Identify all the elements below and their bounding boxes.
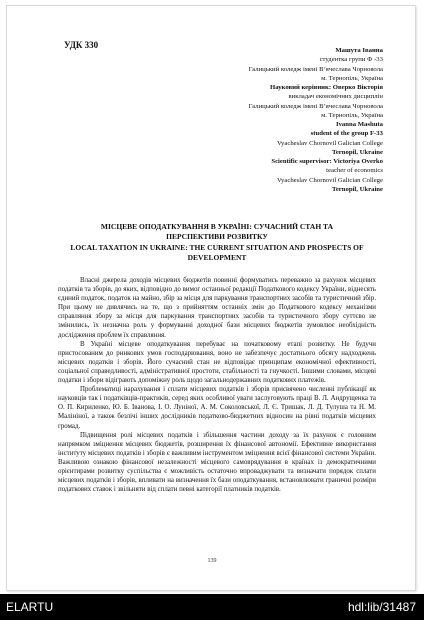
- author-group-en: student of the group F-33: [310, 130, 383, 138]
- title-en-line-2: DEVELOPMENT: [187, 252, 247, 262]
- article-body: [58, 276, 376, 494]
- paragraph: Власні джерела доходів місцевих бюджетів повинні формуватись переважно за рахунок місцевих податків та зборів, до яких, відповідно до вимог останньої редакції Податкового кодексу України, віднесять єдиний податок, податок на майно, збір за місця для паркування транспортних засобів та туристичний збір. При цьому не дивлячись на те, що з прийняттям останніх змін до Податкового кодексу механізми справляння збору за місця для паркування транспортних засобів та туристичного збору суттєво не змінились, їх незначна роль у формуванні доходної бази місцевих бюджетів зумовлює необхідність дослідження проблем їх справляння.: [58, 277, 376, 339]
- title-en-line-1: LOCAL TAXATION IN UKRAINE: THE CURRENT SITUATION AND PROSPECTS OF: [70, 242, 364, 252]
- supervisor-value-en: Victoriya Overko: [331, 158, 383, 165]
- footer-bar: [0, 594, 424, 620]
- title-ua-line-1: МІСЦЕВЕ ОПОДАТКУВАННЯ В УКРАЇНІ: СУЧАСНИЙ СТАН ТА: [100, 222, 334, 231]
- title-ua-line-2: ПЕРСПЕКТИВИ РОЗВИТКУ: [166, 232, 268, 242]
- udk-code: УДК 330: [64, 40, 99, 50]
- page-number: 139: [207, 558, 217, 564]
- supervisor-label: Науковий керівник:: [270, 84, 332, 91]
- author-name: Машута Іванна: [335, 47, 383, 54]
- author-name-en: Ivanna Mashuta: [335, 121, 383, 128]
- supervisor-city-en: Ternopil, Ukraine: [331, 185, 383, 193]
- article-title: [58, 222, 376, 263]
- supervisor-value: Оверко Вікторія: [331, 84, 383, 91]
- author-group: студентка групи Ф -33: [319, 56, 383, 64]
- repository-name: ELARTU: [6, 600, 54, 614]
- handle-link[interactable]: hdl:lib/31487: [347, 600, 416, 614]
- author-city-en: Ternopil, Ukraine: [331, 148, 383, 156]
- supervisor-name-en: [203, 157, 383, 166]
- supervisor-position: викладач економічних дисциплін: [288, 93, 383, 101]
- author-block: [203, 46, 383, 194]
- paragraph: В Україні місцеве оподаткування перебуває на початковому етапі розвитку. Не будучи пристосованим до ринкових умов господарювання, воно не забезпечує достатнього обсягу надходжень місцевих податків і зборів. Його сучасний стан не відповідає принципам економічної ефективності, соціальної справедливості, адміністративної простоти, стабільності та гнучкості. Іншими словами, місцеві податки і збори відіграють допоміжну роль щодо загальнодержавних податкових платежів.: [58, 340, 376, 385]
- supervisor-city: м. Тернопіль, Україна: [321, 111, 383, 119]
- supervisor-college: Галицький коледж імені В’ячеслава Чорновола: [248, 102, 383, 110]
- paragraph: Підвищення ролі місцевих податків і збільшення частини доходу за їх рахунок є головним напрямком зміцнення місцевих бюджетів, розширення їх фінансової автономії. Ефективне використання інституту місцевих податків і зборів є важливим інструментом зміцнення всієї фінансової системи України. Важливою ознакою фінансової незалежності місцевого самоврядування в країнах із демократичними орієнтирами розвитку суспільства є можливість остаточно впроваджувати та визначати порядок сплати місцевих податків і зборів, впливати на визначення їх бази оподаткування, встановлювати граничні розміри податкових ставок і звільняти від сплати певні категорії платників податків.: [58, 431, 376, 494]
- author-city: м. Тернопіль, Україна: [321, 74, 383, 82]
- author-college-en: Vyacheslav Chornovil Galician College: [276, 139, 383, 147]
- supervisor-position-en: teacher of economics: [326, 167, 383, 175]
- author-college: Галицький коледж імені В’ячеслава Чорновола: [248, 65, 383, 73]
- paragraph: Проблематиці нарахування і сплати місцевих податків і зборів присвячено численні публікації як науковців так і податківців-практиків, серед яких особливої уваги заслуговують праці В. Л. Андрущенка та О. П. Кириленко, Ю. Б. Іванова, І. О. Луніної, А. М. Соколовської, Л. Є. Тришак, Л. Д. Тулуша та Н. М. Малініної, а також безлічі інших дослідників податково-бюджетних відносин на рівні податків місцевих громад.: [58, 386, 376, 430]
- supervisor-label-en: Scientific supervisor:: [271, 158, 332, 165]
- supervisor-college-en: Vyacheslav Chornovil Galician College: [276, 176, 383, 184]
- supervisor-name: [203, 83, 383, 92]
